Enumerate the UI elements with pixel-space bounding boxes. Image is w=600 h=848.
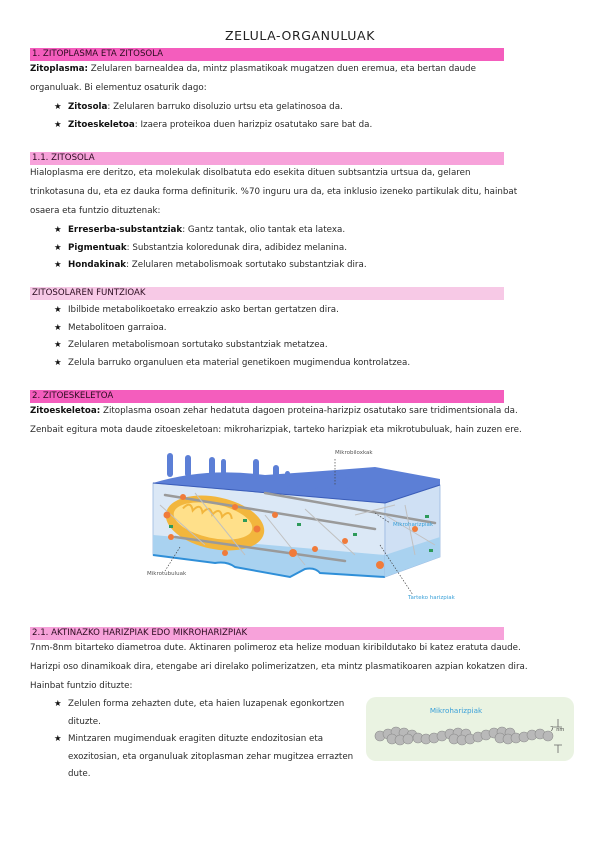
list-item: ★ Zelulen forma zehazten dute, eta haien luzapenak egonkortzen dituzte.	[54, 696, 358, 731]
section-header-zitosola: 1.1. ZITOSOLA	[30, 152, 504, 165]
list-item: ★ Ibilbide metabolikoetako erreakzio asko bertan gertatzen dira.	[54, 302, 410, 320]
star-bullet-icon: ★	[54, 357, 62, 368]
star-bullet-icon: ★	[54, 322, 62, 333]
star-bullet-icon: ★	[54, 260, 62, 270]
list-item: ★ Zitosola: Zelularen barruko disoluzio urtsu eta gelatinosoa da.	[54, 99, 372, 117]
functions-list	[54, 302, 410, 372]
zitoplasma-definition: Zitoplasma: Zelularen barnealdea da, mintz plasmatikoak mugatzen duen eremua, eta bertan daude	[30, 64, 476, 74]
list-item: ★ Hondakinak: Zelularen metabolismoak sortutako substantziak dira.	[54, 257, 367, 275]
list-item: ★ Pigmentuak: Substantzia koloredunak dira, adibidez melanina.	[54, 240, 367, 258]
page-title: ZELULA-ORGANULUAK	[224, 28, 376, 43]
microfilaments-text-line2: Harizpi oso dinamikoak dira, etengabe ari direlako polimerizatzen, eta mintz plasmatikoaren azpian kokatzen dira.	[30, 662, 528, 672]
list-item: ★ Zitoeskeletoa: Izaera proteikoa duen harizpiz osatutako sare bat da.	[54, 117, 372, 135]
list-item: ★ Zelularen metabolismoan sortutako substantziak metatzea.	[54, 337, 410, 355]
microfilaments-functions-list	[54, 696, 358, 784]
star-bullet-icon: ★	[54, 242, 62, 253]
actin-filament-illustration	[374, 723, 554, 749]
inclusion-list	[54, 222, 367, 275]
zitoeskeletoa-definition: Zitoeskeletoa: Zitoplasma osoan zehar hedatuta dagoen proteina-harizpiz osatutako sare tridimentsionala da.	[30, 406, 518, 416]
zitoeskeletoa-types: Zenbait egitura mota daude zitoeskeletoan: mikroharizpiak, tarteko harizpiak eta mikrotubuluak, hain zuzen ere.	[30, 425, 522, 435]
star-bullet-icon: ★	[54, 225, 62, 235]
label-intermediate-filaments: Tarteko harizpiak	[408, 595, 455, 601]
zitoplasma-definition-cont: organuluak. Bi elementuz osaturik dago:	[30, 83, 207, 93]
star-bullet-icon: ★	[54, 734, 62, 744]
list-item: ★ Metabolitoen garraioa.	[54, 320, 410, 338]
section-header-zitoeskeletoa: 2. ZITOESKELETOA	[30, 390, 504, 403]
section-header-functions: ZITOSOLAREN FUNTZIOAK	[30, 287, 504, 300]
star-bullet-icon: ★	[54, 119, 62, 130]
star-bullet-icon: ★	[54, 305, 62, 315]
list-item: ★ Erreserba-substantziak: Gantz tantak, olio tantak eta latexa.	[54, 222, 367, 240]
list-item: ★ Mintzaren mugimenduak eragiten dituzte endozitosian eta exozitosian, eta organuluak zitoplasman zehar mugitzea errazten dute.	[54, 731, 358, 784]
star-bullet-icon: ★	[54, 102, 62, 112]
section-header-zitoplasma: 1. ZITOPLASMA ETA ZITOSOLA	[30, 48, 504, 61]
star-bullet-icon: ★	[54, 699, 62, 709]
term-zitoeskeletoa: Zitoeskeletoa:	[30, 406, 101, 416]
microfilament-figure	[366, 697, 574, 761]
label-microtubules: Mikrotubuluak	[147, 571, 187, 577]
term-zitoplasma: Zitoplasma:	[30, 64, 89, 74]
zitosola-text-line2: trinkotasuna du, eta ez dauka forma definiturik. %70 inguru ura da, eta inklusio izeneko partikulak ditu, hainbat	[30, 187, 518, 197]
section-header-microfilaments: 2.1. AKTINAZKO HARIZPIAK EDO MIKROHARIZPIAK	[30, 627, 504, 640]
microfilaments-text-line1: 7nm-8nm bitarteko diametroa dute. Aktinaren polimeroz eta helize moduan kiribildutako bi katez eratuta daude.	[30, 643, 521, 653]
zitosola-text-line3: osaera eta funtzio dituztenak:	[30, 206, 161, 216]
label-microvilli: Mikrobiloxkak	[335, 450, 373, 456]
microfilaments-text-line3: Hainbat funtzio dituzte:	[30, 681, 133, 691]
star-bullet-icon: ★	[54, 340, 62, 350]
measure-label: 7 nm	[550, 725, 565, 733]
cytoskeleton-figure	[145, 445, 475, 610]
label-microfilaments: Mikroharizpiak	[393, 522, 434, 528]
list-item: ★ Zelula barruko organuluen eta material genetikoen mugimendua kontrolatzea.	[54, 355, 410, 373]
zitosola-text-line1: Hialoplasma ere deritzo, eta molekulak disolbatuta edo esekita dituen subtsantzia urtsua da, gelaren	[30, 168, 471, 178]
microfilament-figure-title: Mikroharizpiak	[429, 706, 483, 715]
zitoplasma-list	[54, 99, 372, 134]
